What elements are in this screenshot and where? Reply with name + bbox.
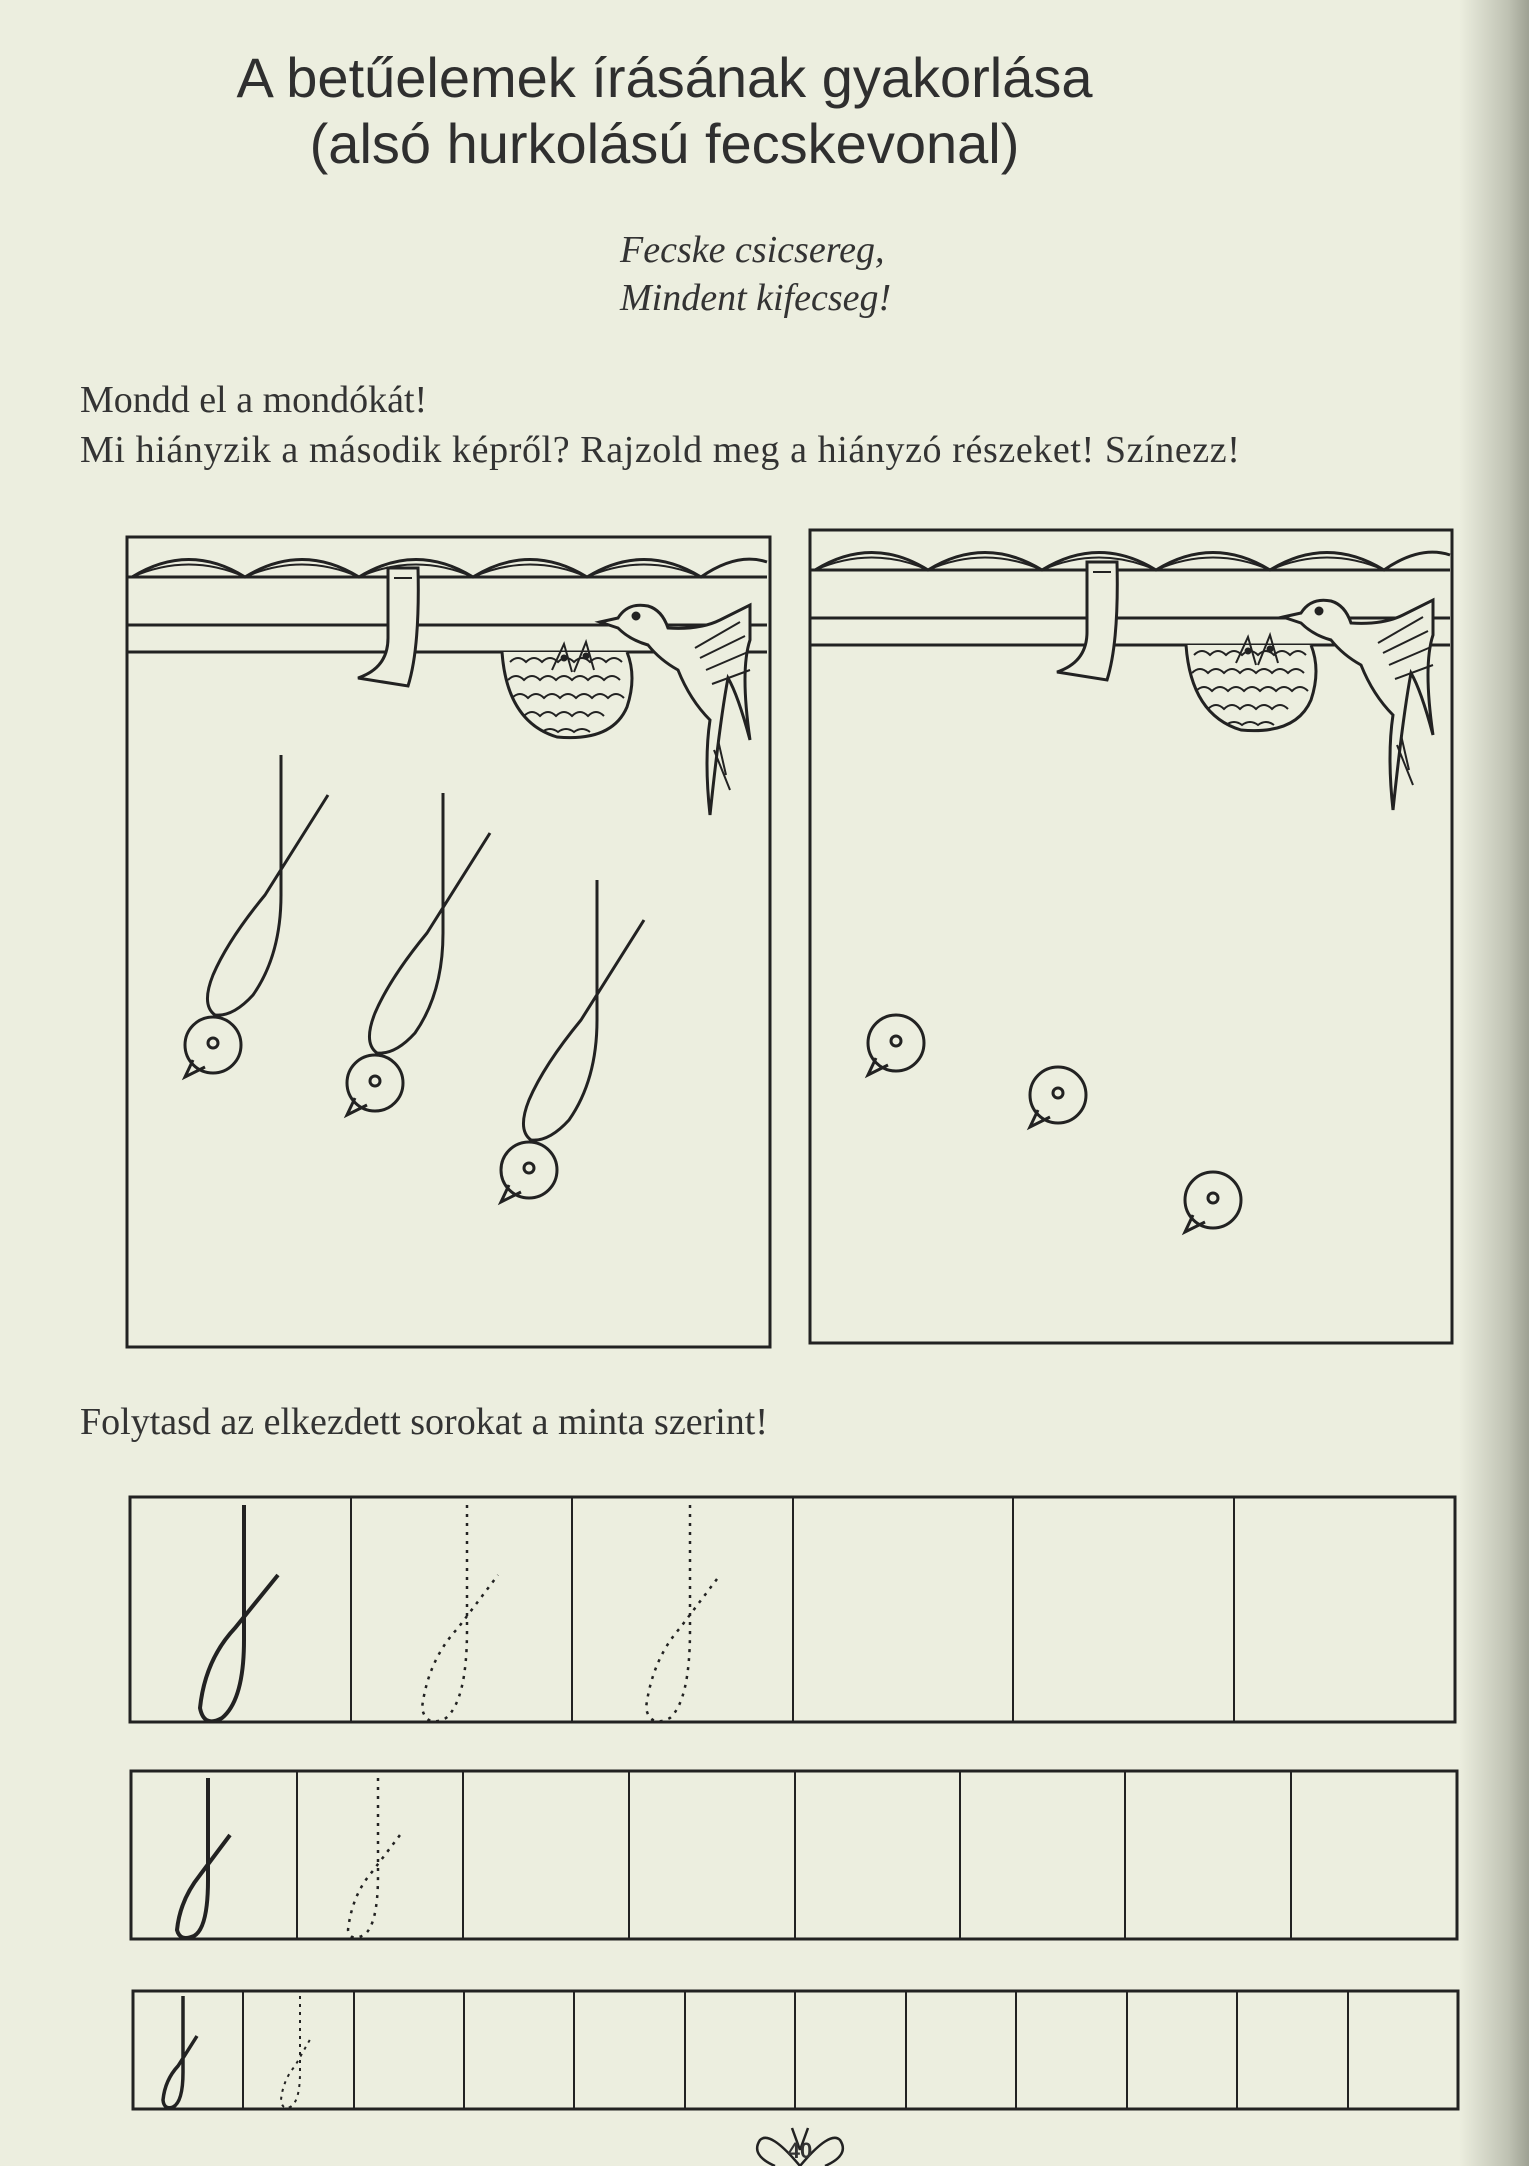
picture-panel-incomplete	[810, 530, 1452, 1343]
letter-element-dotted-1b	[646, 1505, 720, 1721]
bird-head-1	[868, 1015, 924, 1075]
letter-element-model-3	[163, 1996, 197, 2108]
instruction-say-rhyme: Mondd el a mondókát!	[80, 379, 428, 421]
letter-element-dotted-2	[348, 1778, 400, 1938]
practice-row-medium	[131, 1771, 1457, 1939]
letter-element-dotted-1a	[422, 1505, 498, 1721]
swallow-loop-3	[501, 880, 644, 1202]
nest-right	[1186, 635, 1316, 731]
rhyme-line-2: Mindent kifecseg!	[620, 277, 892, 319]
instruction-draw-missing: Mi hiányzik a második képről? Rajzold meg a hiányzó részeket! Színezz!	[80, 429, 1241, 471]
swallow-loop-1	[185, 755, 328, 1077]
picture-panel-complete	[127, 537, 770, 1347]
gutter-bracket-right	[1057, 562, 1117, 680]
bird-head-3	[1185, 1172, 1241, 1232]
rhyme-line-1: Fecske csicsereg,	[620, 229, 885, 271]
practice-row-small	[133, 1991, 1458, 2109]
page-title-line-2: (alsó hurkolású fecskevonal)	[309, 112, 1020, 175]
letter-element-model-1	[200, 1505, 278, 1721]
letter-element-dotted-3	[281, 1996, 312, 2108]
page-number: 40	[787, 2138, 813, 2163]
swallow-loop-2	[347, 793, 490, 1115]
practice-row-large	[130, 1497, 1455, 1722]
gutter-bracket-left	[358, 568, 418, 686]
page-title-line-1: A betűelemek írásának gyakorlása	[236, 46, 1093, 109]
instruction-continue-rows: Folytasd az elkezdett sorokat a minta szerint!	[80, 1401, 768, 1443]
bird-head-2	[1030, 1067, 1086, 1127]
letter-element-model-2	[177, 1778, 230, 1938]
nest-left	[502, 642, 632, 738]
